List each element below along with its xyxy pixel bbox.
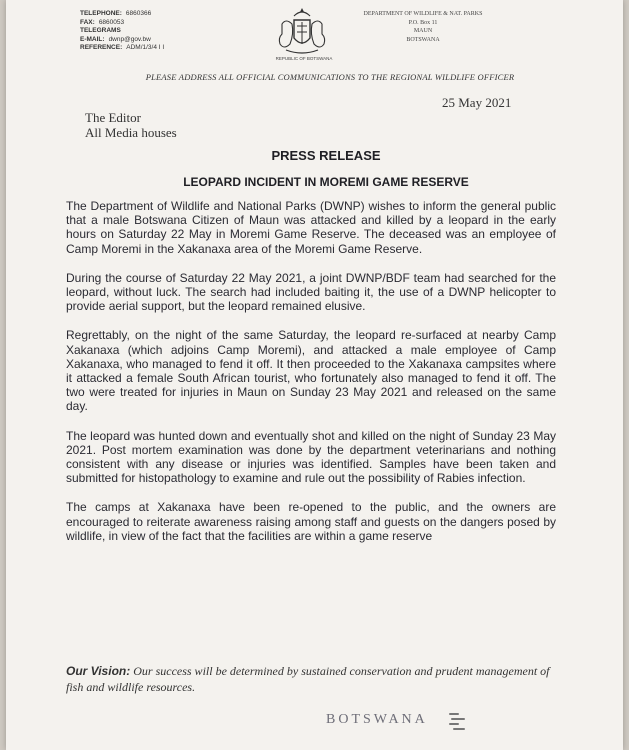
letterhead-address: [358, 10, 488, 44]
press-release-heading: PRESS RELEASE: [271, 148, 381, 163]
email-value: dwnp@gov.bw: [108, 35, 151, 43]
vision-text: Our success will be determined by sustained conservation and prudent management of fish and wildlife resources.: [66, 664, 550, 694]
correspondence-notice: PLEASE ADDRESS ALL OFFICIAL COMMUNICATIONS TO THE REGIONAL WILDLIFE OFFICER: [145, 72, 515, 82]
crest-caption: REPUBLIC OF BOTSWANA: [275, 56, 333, 61]
fax-value: 6860053: [98, 18, 125, 26]
recipient-line-2: All Media houses: [85, 125, 177, 140]
address-town: MAUN: [413, 28, 433, 34]
telephone-label: TELEPHONE:: [80, 10, 122, 17]
fax-label: FAX:: [80, 18, 95, 26]
reference-value: ADM/1/3/4 I I: [126, 44, 165, 51]
vision-statement: [66, 663, 566, 695]
letter-date: 25 May 2021: [442, 95, 512, 110]
botswana-logo: [326, 706, 476, 736]
document-page: [6, 0, 623, 750]
letter-body: [66, 199, 556, 558]
address-country: BOTSWANA: [406, 36, 440, 43]
press-release-subheading: LEOPARD INCIDENT IN MOREMI GAME RESERVE: [183, 175, 469, 189]
email-label: E-MAIL:: [80, 35, 105, 43]
recipient-line-1: The Editor: [85, 110, 141, 125]
vision-label: Our Vision:: [66, 664, 131, 678]
recipient: [85, 110, 177, 140]
logo-text: BOTSWANA: [326, 712, 428, 727]
body-paragraph: Regrettably, on the night of the same Saturday, the leopard re-surfaced at nearby Camp Xakanaxa (which adjoins Camp Moremi), and attacked a male employee of Camp Xakanaxa, who managed to fend it off. It then proceeded to the Xakanaxa campsites where it attacked a female South African tourist, who fortunately also managed to fend it off. The two were treated for injuries in Maun on Sunday 23 May 2021 and released on the same day.: [66, 328, 556, 414]
body-paragraph: During the course of Saturday 22 May 2021, a joint DWNP/BDF team had searched for the leopard, without luck. The search had included baiting it, the use of a DWNP helicopter to provide aerial support, but the leopard remained elusive.: [66, 270, 556, 314]
letterhead-contact: [80, 10, 164, 53]
department-name: DEPARTMENT OF WILDLIFE & NAT. PARKS: [363, 11, 483, 17]
body-paragraph: The Department of Wildlife and National Parks (DWNP) wishes to inform the general public that a male Botswana Citizen of Maun was attacked and killed by a leopard in the early hours on Saturday 22 May in Moremi Game Reserve. The deceased was an employee of Camp Moremi in the Xakanaxa area of the Moremi Game Reserve.: [66, 199, 556, 256]
reference-label: REFERENCE:: [80, 44, 123, 51]
telephone-value: 6860366: [125, 10, 152, 17]
body-paragraph: The camps at Xakanaxa have been re-opened to the public, and the owners are encouraged to reiterate awareness raising among staff and guests on the dangers posed by wildlife, in view of the fact that the facilities are within a game reserve: [66, 500, 556, 543]
body-paragraph: The leopard was hunted down and eventually shot and killed on the night of Sunday 23 May 2021. Post mortem examination was done by the department veterinarians and nothing consistent with any disease or injuries was identified. Samples have been taken and submitted for histopathology to examine and rule out the possibility of Rabies infection.: [66, 428, 556, 486]
brand-mark-icon: [448, 708, 472, 734]
address-box: P.O. Box 11: [408, 19, 438, 26]
telegrams-label: TELEGRAMS: [80, 27, 121, 34]
